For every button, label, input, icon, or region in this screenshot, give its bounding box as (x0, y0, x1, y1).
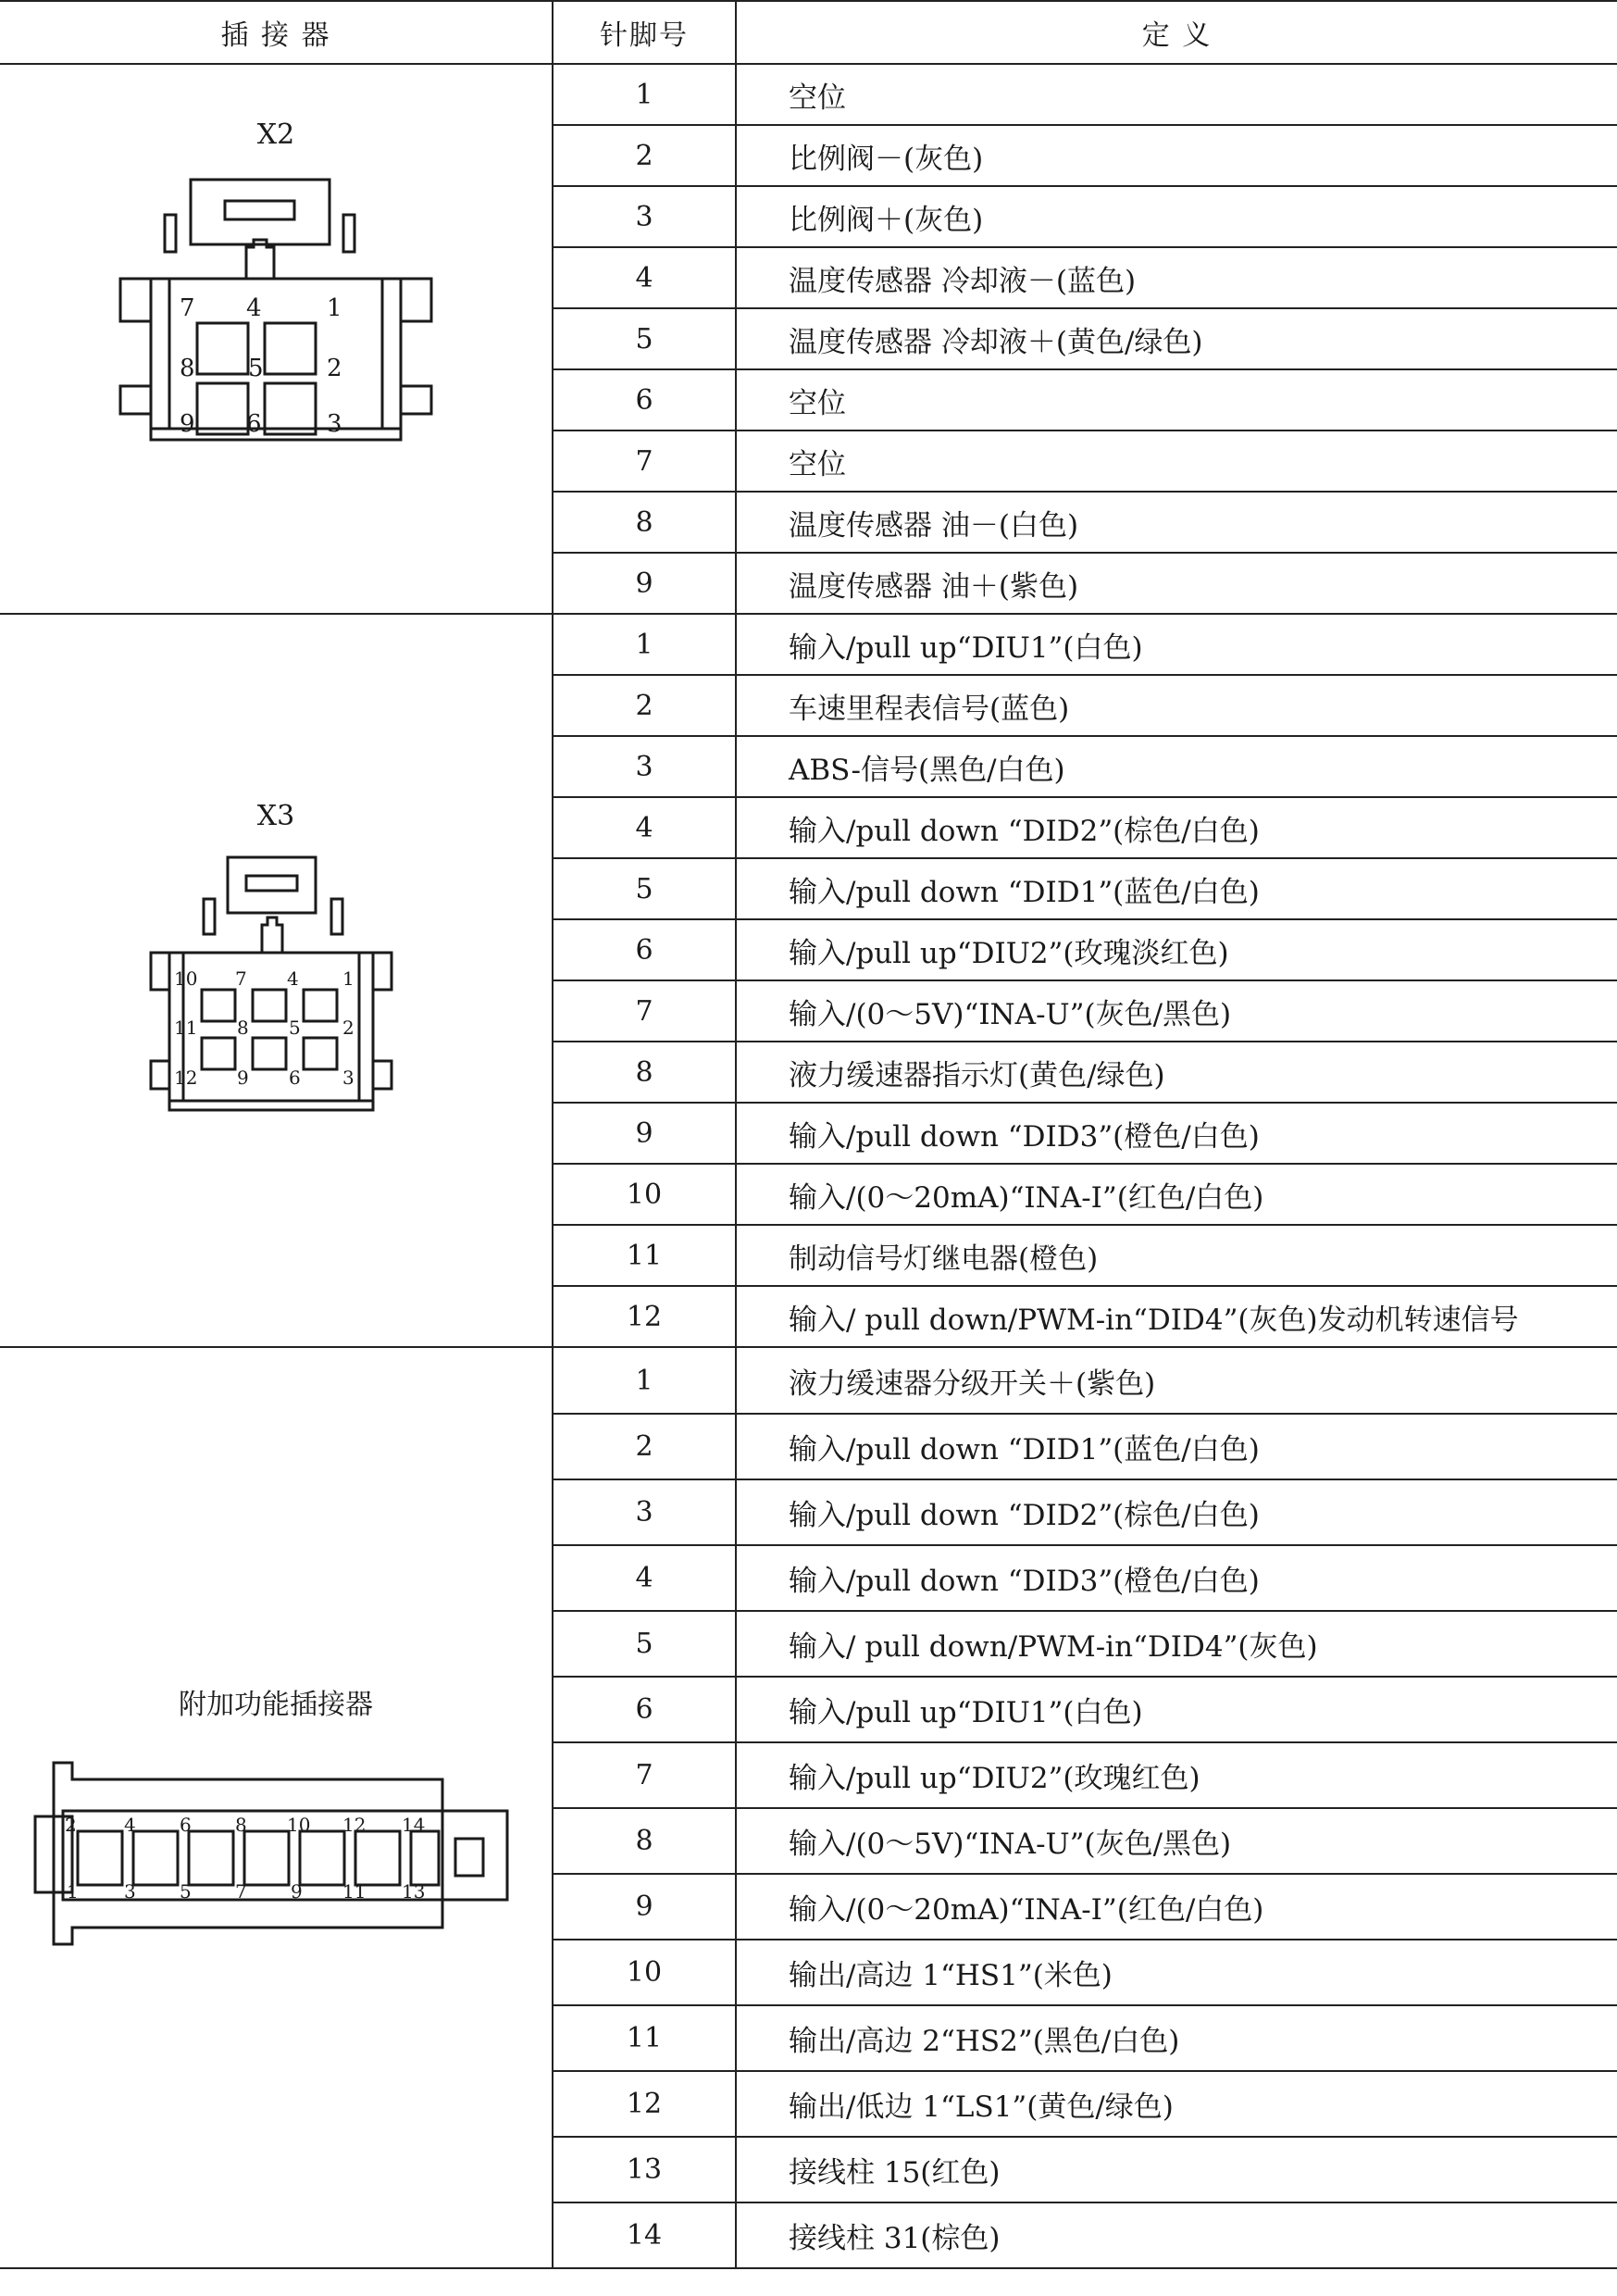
pin-definition: 输入/pull down “DID3”(橙色/白色) (736, 1103, 1617, 1164)
pin-definition: 输入/pull up“DIU1”(白色) (736, 614, 1617, 675)
pin-number: 5 (553, 308, 736, 369)
diagram-pin-label: 9 (180, 410, 195, 438)
pin-number: 11 (553, 1225, 736, 1286)
diagram-pin-label: 3 (342, 1067, 354, 1089)
pin-definition: 空位 (736, 64, 1617, 125)
diagram-pin-label: 3 (124, 1880, 136, 1903)
diagram-pin-label: 13 (402, 1880, 426, 1903)
pin-definition: 空位 (736, 369, 1617, 430)
pin-number: 3 (553, 736, 736, 797)
pin-number: 9 (553, 553, 736, 614)
pin-definition: 接线柱 31(棕色) (736, 2202, 1617, 2268)
pin-number: 1 (553, 614, 736, 675)
pin-definition: 液力缓速器分级开关＋(紫色) (736, 1347, 1617, 1414)
diagram-pin-label: 4 (287, 967, 299, 990)
pin-definition: 温度传感器 冷却液－(蓝色) (736, 247, 1617, 308)
diagram-pin-label: 11 (174, 1017, 198, 1039)
pin-definition: 输入/pull down “DID3”(橙色/白色) (736, 1545, 1617, 1611)
diagram-pin-label: 5 (248, 355, 264, 382)
pin-definition: 输入/(0～5V)“INA-U”(灰色/黑色) (736, 980, 1617, 1042)
diagram-pin-label: 6 (289, 1067, 301, 1089)
connector-cell-aux (0, 1347, 553, 2268)
pin-definition: 输入/(0～20mA)“INA-I”(红色/白色) (736, 1164, 1617, 1225)
diagram-pin-label: 6 (246, 410, 262, 438)
pin-number: 3 (553, 1479, 736, 1545)
diagram-pin-label: 9 (291, 1880, 303, 1903)
pin-definition: 输入/pull down “DID2”(棕色/白色) (736, 797, 1617, 858)
pin-number: 11 (553, 2005, 736, 2071)
diagram-pin-label: 3 (327, 410, 342, 438)
connector-9pin-icon (118, 175, 433, 453)
header-pin-number: 针脚号 (553, 1, 736, 64)
pin-definition: 输入/pull down “DID1”(蓝色/白色) (736, 1414, 1617, 1479)
pin-definition: 输出/高边 2“HS2”(黑色/白色) (736, 2005, 1617, 2071)
pin-number: 7 (553, 1742, 736, 1808)
pin-definition: 接线柱 15(红色) (736, 2137, 1617, 2202)
diagram-pin-label: 1 (327, 294, 342, 322)
pin-number: 1 (553, 64, 736, 125)
diagram-pin-label: 2 (342, 1017, 354, 1039)
table-row (0, 1347, 1617, 1414)
diagram-pin-label: 12 (342, 1814, 367, 1836)
pin-number: 2 (553, 675, 736, 736)
pin-number: 14 (553, 2202, 736, 2268)
pin-number: 3 (553, 186, 736, 247)
diagram-pin-label: 5 (180, 1880, 192, 1903)
header-row (0, 1, 1617, 64)
diagram-pin-label: 7 (235, 1880, 247, 1903)
pin-definition: 输入/ pull down/PWM-in“DID4”(灰色) (736, 1611, 1617, 1677)
pin-definition: ABS-信号(黑色/白色) (736, 736, 1617, 797)
pin-number: 4 (553, 1545, 736, 1611)
table-row (0, 64, 1617, 125)
pin-number: 13 (553, 2137, 736, 2202)
pin-definition: 输出/高边 1“HS1”(米色) (736, 1940, 1617, 2005)
pin-definition: 液力缓速器指示灯(黄色/绿色) (736, 1042, 1617, 1103)
diagram-pin-label: 10 (174, 967, 198, 990)
pin-definition: 输入/(0～5V)“INA-U”(灰色/黑色) (736, 1808, 1617, 1874)
diagram-pin-label: 8 (180, 355, 195, 382)
pin-number: 2 (553, 125, 736, 186)
connector-cell-x3 (0, 614, 553, 1347)
pin-definition: 输入/pull up“DIU1”(白色) (736, 1677, 1617, 1742)
connector-label-x2: X2 (256, 119, 295, 151)
table-row (0, 614, 1617, 675)
header-connector: 插 接 器 (0, 1, 553, 64)
diagram-pin-label: 7 (180, 294, 195, 322)
pin-number: 4 (553, 247, 736, 308)
connector-label-x3: X3 (256, 800, 295, 832)
pin-number: 4 (553, 797, 736, 858)
diagram-pin-label: 4 (246, 294, 262, 322)
diagram-pin-label: 1 (67, 1880, 79, 1903)
pin-definition: 温度传感器 冷却液＋(黄色/绿色) (736, 308, 1617, 369)
diagram-pin-label: 2 (65, 1814, 77, 1836)
pin-number: 6 (553, 1677, 736, 1742)
pin-definition: 输入/pull up“DIU2”(玫瑰红色) (736, 1742, 1617, 1808)
pin-number: 8 (553, 1042, 736, 1103)
diagram-pin-label: 2 (327, 355, 342, 382)
connector-12pin-icon (146, 853, 405, 1112)
pin-definition: 输出/低边 1“LS1”(黄色/绿色) (736, 2071, 1617, 2137)
diagram-pin-label: 5 (289, 1017, 301, 1039)
diagram-pin-label: 9 (237, 1067, 249, 1089)
pin-definition: 输入/pull down “DID1”(蓝色/白色) (736, 858, 1617, 919)
diagram-pin-label: 14 (402, 1814, 426, 1836)
diagram-pin-label: 6 (180, 1814, 192, 1836)
pin-number: 12 (553, 2071, 736, 2137)
pin-definition: 空位 (736, 430, 1617, 492)
pin-definition: 输入/(0～20mA)“INA-I”(红色/白色) (736, 1874, 1617, 1940)
pin-definition: 制动信号灯继电器(橙色) (736, 1225, 1617, 1286)
pin-definition: 输入/pull down “DID2”(棕色/白色) (736, 1479, 1617, 1545)
connector-label-aux: 附加功能插接器 (179, 1689, 373, 1721)
pin-number: 7 (553, 980, 736, 1042)
pin-definition: 温度传感器 油＋(紫色) (736, 553, 1617, 614)
pin-definition: 比例阀－(灰色) (736, 125, 1617, 186)
diagram-pin-label: 4 (124, 1814, 136, 1836)
pin-number: 10 (553, 1940, 736, 2005)
diagram-pin-label: 1 (342, 967, 354, 990)
pin-definition: 比例阀＋(灰色) (736, 186, 1617, 247)
diagram-pin-label: 12 (174, 1067, 198, 1089)
pin-number: 9 (553, 1874, 736, 1940)
diagram-pin-label: 7 (235, 967, 247, 990)
pin-number: 1 (553, 1347, 736, 1414)
pin-number: 7 (553, 430, 736, 492)
pin-number: 2 (553, 1414, 736, 1479)
pin-number: 6 (553, 919, 736, 980)
header-definition: 定 义 (736, 1, 1617, 64)
connector-cell-x2 (0, 64, 553, 614)
pin-definition: 车速里程表信号(蓝色) (736, 675, 1617, 736)
pin-definition: 输入/ pull down/PWM-in“DID4”(灰色)发动机转速信号 (736, 1286, 1617, 1347)
pin-number: 12 (553, 1286, 736, 1347)
pin-definition: 输入/pull up“DIU2”(玫瑰淡红色) (736, 919, 1617, 980)
pin-number: 10 (553, 1164, 736, 1225)
diagram-pin-label: 10 (287, 1814, 311, 1836)
pin-number: 5 (553, 858, 736, 919)
connector-14pin-icon (17, 1755, 535, 1950)
diagram-pin-label: 8 (235, 1814, 247, 1836)
pin-number: 8 (553, 1808, 736, 1874)
pin-number: 8 (553, 492, 736, 553)
diagram-pin-label: 8 (237, 1017, 249, 1039)
pin-number: 5 (553, 1611, 736, 1677)
pin-number: 9 (553, 1103, 736, 1164)
diagram-pin-label: 11 (342, 1880, 367, 1903)
pin-number: 6 (553, 369, 736, 430)
pin-definition: 温度传感器 油－(白色) (736, 492, 1617, 553)
